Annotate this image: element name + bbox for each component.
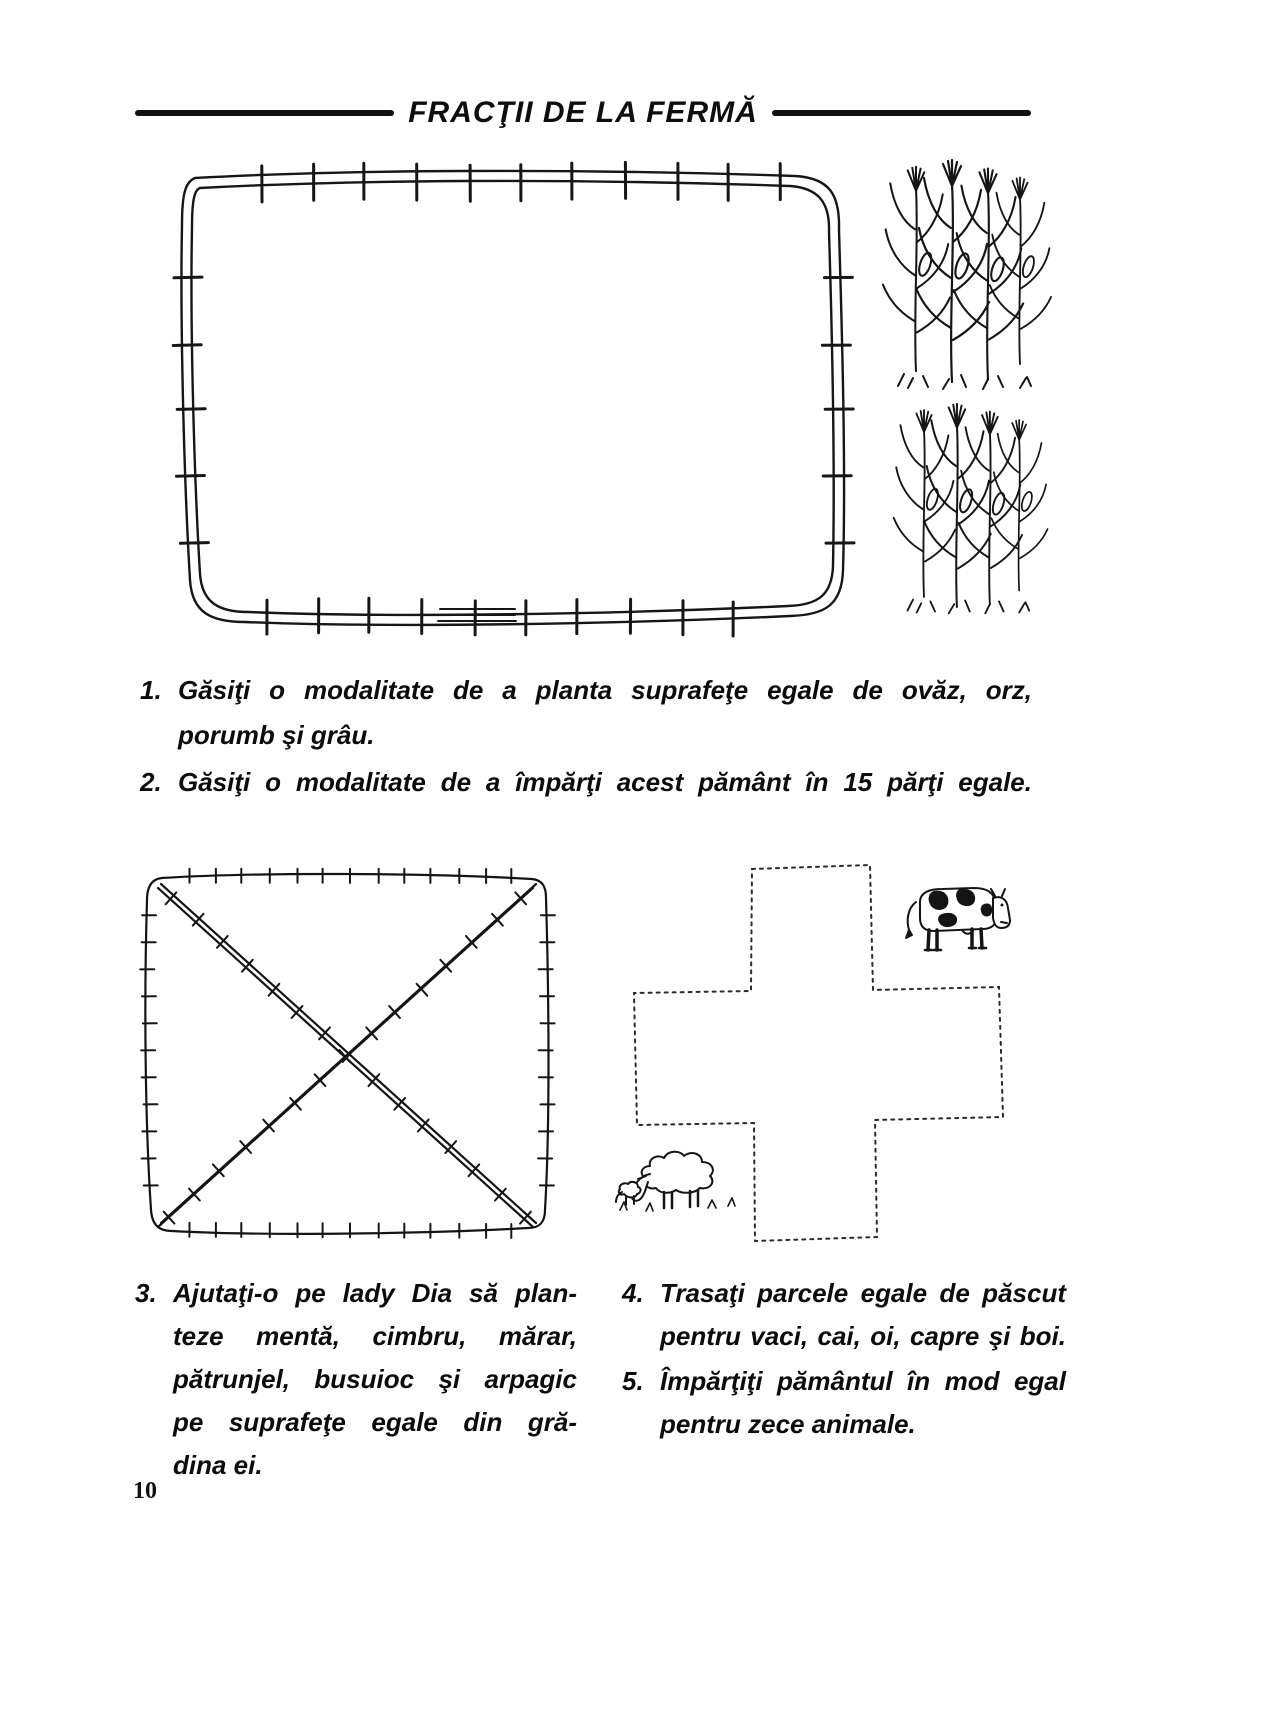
task-item-5 xyxy=(622,1360,1066,1446)
task-number: 5. xyxy=(622,1366,644,1396)
task-text-line: pe suprafeţe egale din gră- xyxy=(173,1407,577,1437)
task-text-line: Trasaţi parcele egale de păscut xyxy=(660,1278,1066,1308)
task-text-line: pentru zece animale. xyxy=(660,1409,916,1439)
task-text-line: teze mentă, cimbru, mărar, xyxy=(173,1321,577,1351)
task-text-line: Ajutaţi-o pe lady Dia să plan- xyxy=(173,1278,577,1308)
corn-stalks-illustration xyxy=(888,158,1038,393)
task-number: 2. xyxy=(140,767,162,797)
task-text-line: dina ei. xyxy=(173,1450,263,1480)
task-text-line: porumb şi grâu. xyxy=(178,720,375,750)
task-number: 3. xyxy=(135,1278,157,1308)
task-text-line: pătrunjel, busuioc şi arpagic xyxy=(173,1364,577,1394)
task-item-2 xyxy=(140,760,1032,805)
task-text-line: Găsiţi o modalitate de a împărţi acest pământ în 15 părţi egale. xyxy=(178,767,1032,797)
page-title: FRACŢII DE LA FERMĂ xyxy=(408,96,758,129)
square-field-illustration xyxy=(130,858,565,1250)
task-item-4 xyxy=(622,1272,1066,1358)
fence-field-illustration xyxy=(140,150,870,645)
header-rule-left xyxy=(135,110,394,116)
cow-illustration xyxy=(900,878,1015,960)
task-text-line: pentru vaci, cai, oi, capre şi boi. xyxy=(660,1321,1066,1351)
header-rule-right xyxy=(772,110,1031,116)
task-number: 1. xyxy=(140,675,162,705)
task-number: 4. xyxy=(622,1278,644,1308)
corn-stalks-illustration xyxy=(892,402,1042,617)
task-text-line: Împărţiţi pământul în mod egal xyxy=(660,1366,1066,1396)
task-item-3 xyxy=(135,1272,577,1487)
task-item-1 xyxy=(140,668,1032,758)
sheep-illustration xyxy=(612,1136,747,1216)
page-header xyxy=(135,96,1031,130)
task-text-line: Găsiţi o modalitate de a planta suprafeţe egale de ovăz, orz, xyxy=(178,675,1032,705)
page-number: 10 xyxy=(133,1478,157,1504)
